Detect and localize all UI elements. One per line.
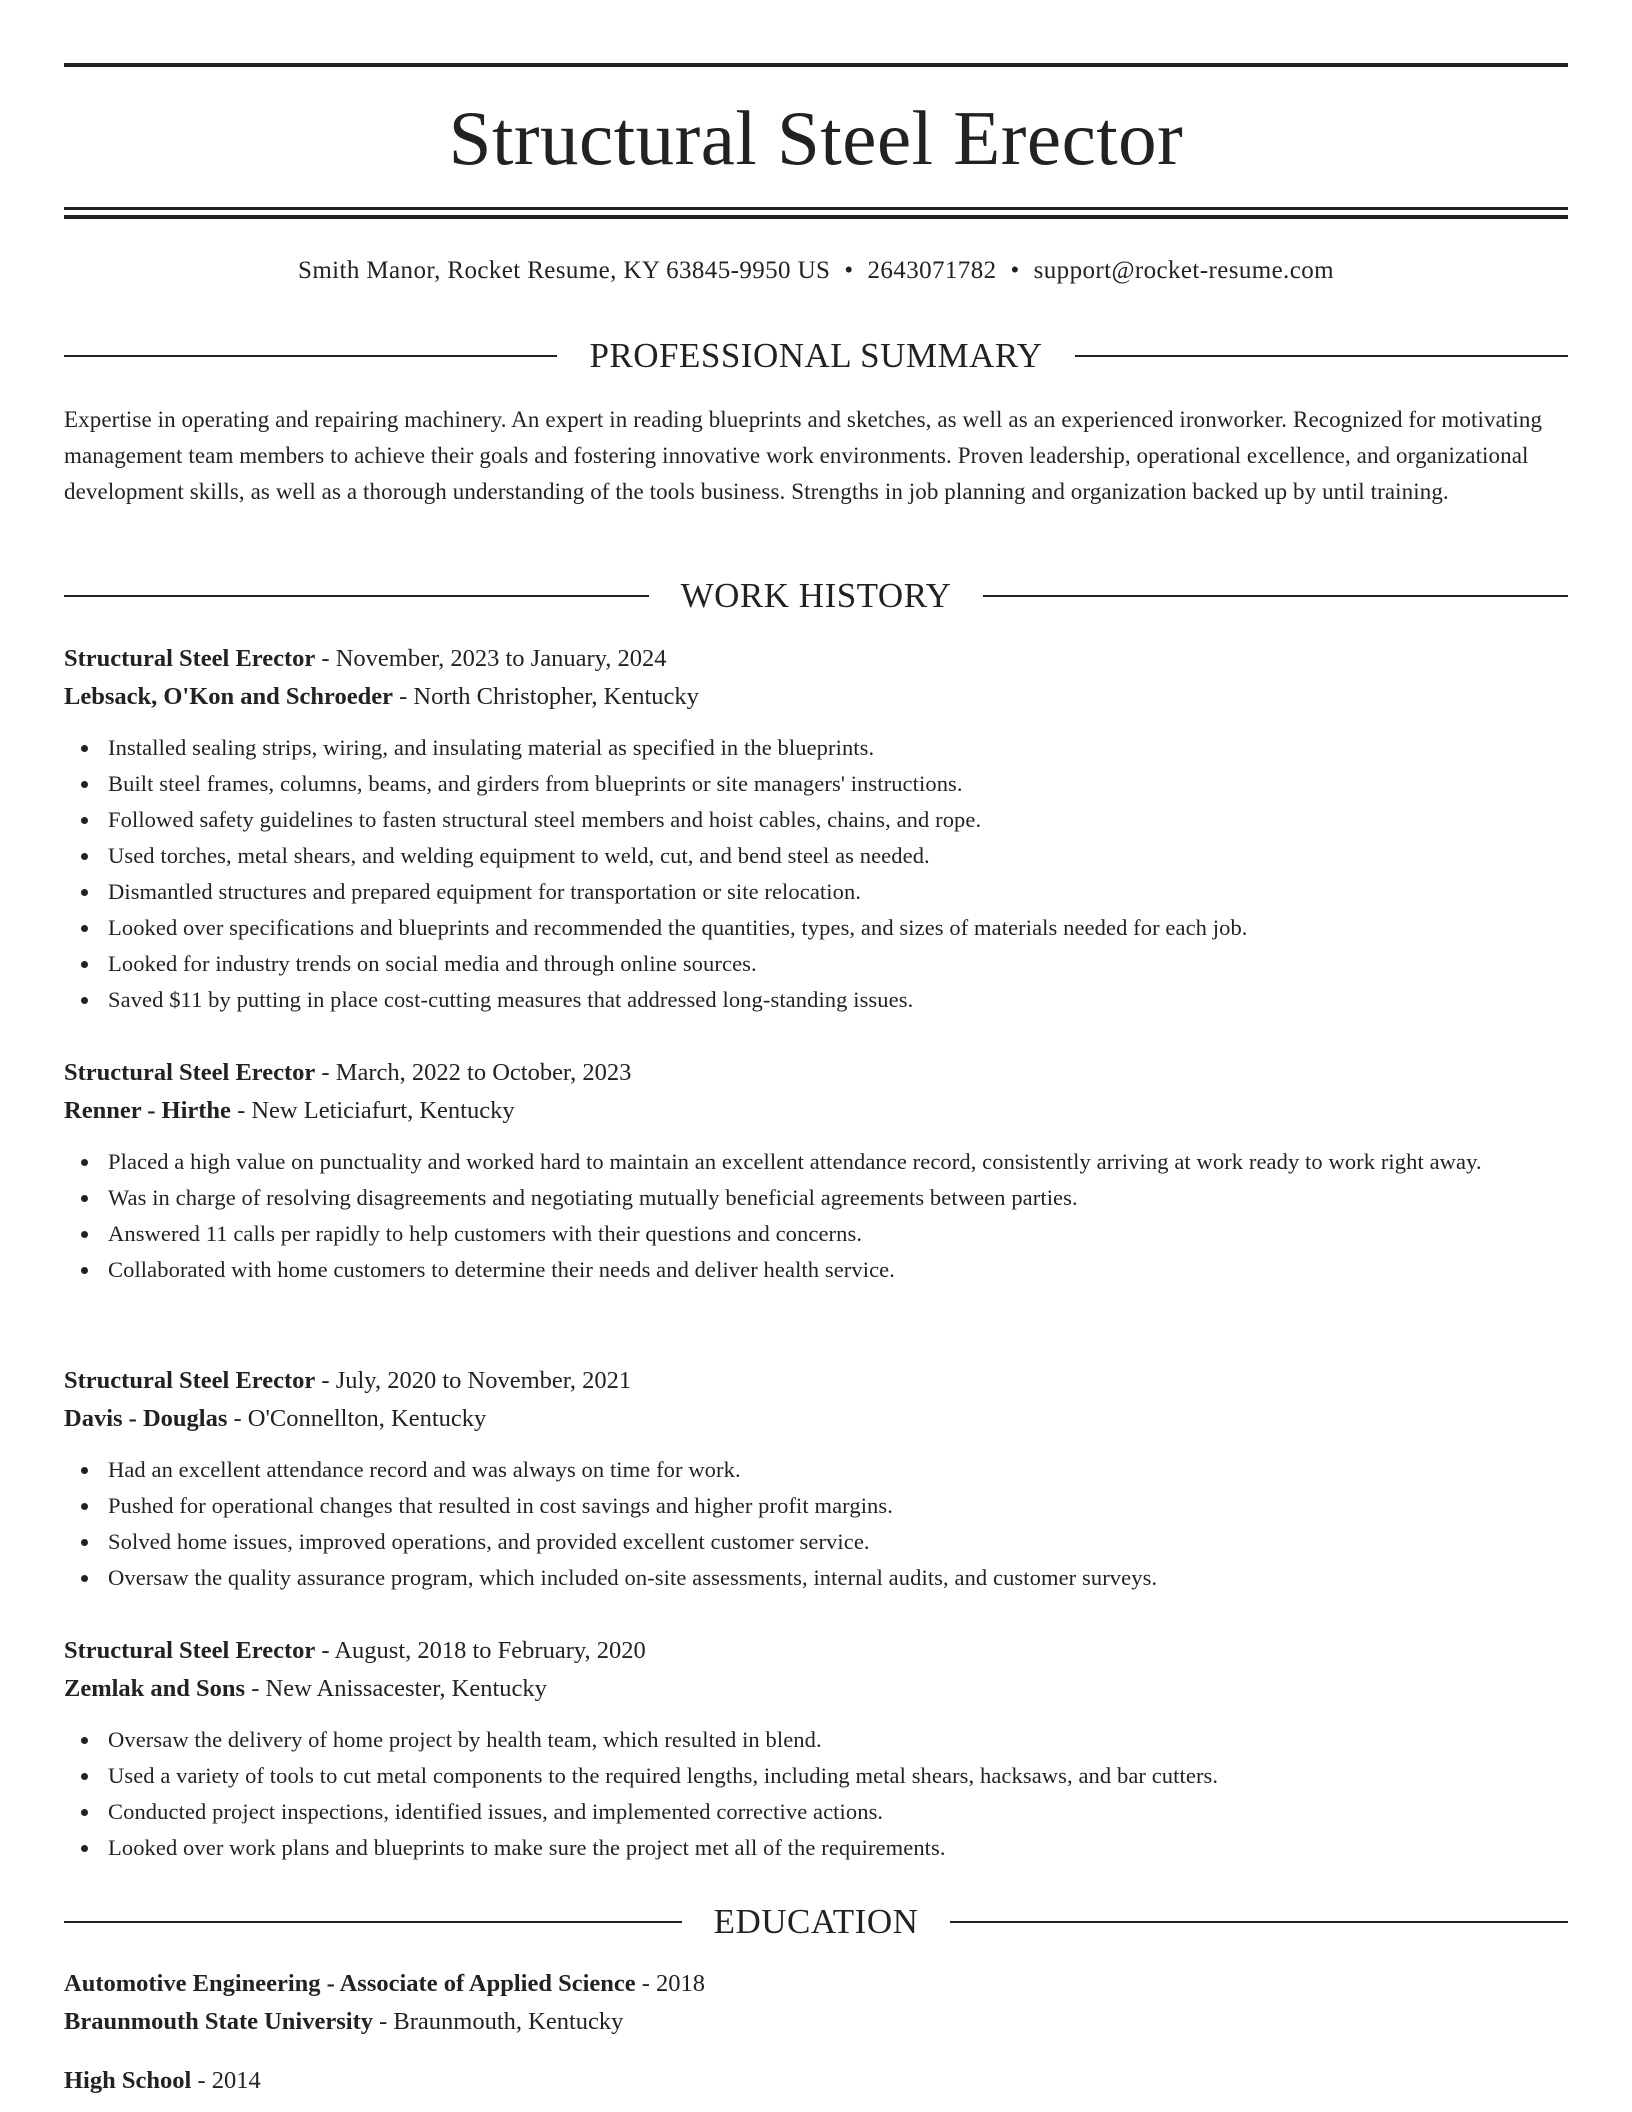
education-heading-label: EDUCATION <box>713 1902 919 1941</box>
education-year: - 2018 <box>635 1970 706 1997</box>
job-bullet: Placed a high value on punctuality and worked hard to maintain an excellent attendance record, consistently arriving at work ready to work right away. <box>64 1144 1568 1180</box>
job-title: Structural Steel Erector <box>64 645 316 672</box>
work-history-heading <box>64 574 1568 618</box>
job-entry <box>64 1632 1568 1866</box>
header-double-rule-lower <box>64 215 1568 219</box>
education-entry <box>64 1965 1568 2041</box>
job-company: Renner - Hirthe <box>64 1097 231 1124</box>
job-bullets <box>64 1722 1568 1866</box>
contact-line <box>64 254 1568 288</box>
job-bullet: Conducted project inspections, identified issues, and implemented corrective actions. <box>64 1794 1568 1830</box>
job-title-line <box>64 1362 1568 1400</box>
job-bullet: Pushed for operational changes that resulted in cost savings and higher profit margins. <box>64 1488 1568 1524</box>
job-bullets <box>64 730 1568 1018</box>
job-location: - North Christopher, Kentucky <box>392 683 699 710</box>
summary-heading <box>64 334 1568 378</box>
contact-phone: 2643071782 <box>867 257 997 284</box>
contact-email: support@rocket-resume.com <box>1033 257 1334 284</box>
job-bullet: Followed safety guidelines to fasten structural steel members and hoist cables, chains, and rope. <box>64 802 1568 838</box>
education-degree: High School <box>64 2067 192 2094</box>
job-location: - New Anissacester, Kentucky <box>245 1675 547 1702</box>
job-location: - New Leticiafurt, Kentucky <box>230 1097 515 1124</box>
job-bullet: Used a variety of tools to cut metal components to the required lengths, including metal shears, hacksaws, and bar cutters. <box>64 1758 1568 1794</box>
work-history-heading-label: WORK HISTORY <box>680 576 952 615</box>
job-dates: - July, 2020 to November, 2021 <box>315 1367 632 1394</box>
summary-text: Expertise in operating and repairing machinery. An expert in reading blueprints and sketches, as well as an experienced ironworker. Recognized for motivating management team members to achieve their goals and fostering innovative work environments. Proven leadership, operational excellence, and organizational development skills, as well as a thorough understanding of the tools business. Strengths in job planning and organization backed up by until training. <box>64 407 1543 504</box>
job-bullet: Saved $11 by putting in place cost-cutting measures that addressed long-standing issues. <box>64 982 1568 1018</box>
education-degree-line <box>64 1965 1568 2003</box>
job-dates: - November, 2023 to January, 2024 <box>315 645 667 672</box>
education-degree: Automotive Engineering - Associate of Applied Science <box>64 1970 636 1997</box>
header-top-rule <box>64 63 1568 67</box>
job-title: Structural Steel Erector <box>64 1059 316 1086</box>
job-dates: - March, 2022 to October, 2023 <box>315 1059 632 1086</box>
education-degree-line <box>64 2062 1568 2100</box>
job-company: Zemlak and Sons <box>64 1675 246 1702</box>
job-entry <box>64 1362 1568 1596</box>
job-bullet: Looked for industry trends on social media and through online sources. <box>64 946 1568 982</box>
resume-name: Structural Steel Erector <box>448 95 1184 181</box>
education-entry <box>64 2062 1568 2100</box>
heading-rule-right <box>1075 355 1568 357</box>
job-bullet: Was in charge of resolving disagreements and negotiating mutually beneficial agreements between parties. <box>64 1180 1568 1216</box>
heading-rule-left <box>64 595 649 597</box>
education-school: Braunmouth State University <box>64 2008 373 2035</box>
heading-rule-left <box>64 1921 682 1923</box>
header-double-rule-upper <box>64 207 1568 210</box>
job-bullet: Installed sealing strips, wiring, and insulating material as specified in the blueprints. <box>64 730 1568 766</box>
heading-rule-right <box>950 1921 1568 1923</box>
job-title-line <box>64 1632 1568 1670</box>
contact-separator: • <box>844 257 854 284</box>
job-bullet: Looked over specifications and blueprints and recommended the quantities, types, and sizes of materials needed for each job. <box>64 910 1568 946</box>
job-bullet: Answered 11 calls per rapidly to help customers with their questions and concerns. <box>64 1216 1568 1252</box>
job-company-line <box>64 1400 1568 1438</box>
job-company: Davis - Douglas <box>64 1405 228 1432</box>
job-title-line <box>64 1054 1568 1092</box>
job-company-line <box>64 1670 1568 1708</box>
job-company-line <box>64 1092 1568 1130</box>
education-year: - 2014 <box>191 2067 261 2094</box>
job-company-line <box>64 678 1568 716</box>
job-bullet: Had an excellent attendance record and was always on time for work. <box>64 1452 1568 1488</box>
job-location: - O'Connellton, Kentucky <box>227 1405 487 1432</box>
job-bullet: Built steel frames, columns, beams, and girders from blueprints or site managers' instructions. <box>64 766 1568 802</box>
job-title-line <box>64 640 1568 678</box>
contact-address: Smith Manor, Rocket Resume, KY 63845-9950 US <box>298 257 831 284</box>
job-bullet: Oversaw the quality assurance program, which included on-site assessments, internal audits, and customer surveys. <box>64 1560 1568 1596</box>
contact-separator: • <box>1010 257 1020 284</box>
job-bullets <box>64 1144 1568 1288</box>
education-heading <box>64 1900 1568 1944</box>
job-bullet: Oversaw the delivery of home project by health team, which resulted in blend. <box>64 1722 1568 1758</box>
summary-heading-label: PROFESSIONAL SUMMARY <box>589 336 1043 375</box>
job-bullet: Looked over work plans and blueprints to make sure the project met all of the requirements. <box>64 1830 1568 1866</box>
job-bullets <box>64 1452 1568 1596</box>
job-title: Structural Steel Erector <box>64 1637 316 1664</box>
heading-rule-right <box>983 595 1568 597</box>
education-location: - Braunmouth, Kentucky <box>372 2008 624 2035</box>
job-bullet: Collaborated with home customers to determine their needs and deliver health service. <box>64 1252 1568 1288</box>
job-title: Structural Steel Erector <box>64 1367 316 1394</box>
education-school-line <box>64 2003 1568 2041</box>
heading-rule-left <box>64 355 557 357</box>
job-company: Lebsack, O'Kon and Schroeder <box>64 683 393 710</box>
job-bullet: Used torches, metal shears, and welding equipment to weld, cut, and bend steel as needed. <box>64 838 1568 874</box>
job-entry <box>64 1054 1568 1288</box>
job-entry <box>64 640 1568 1018</box>
job-dates: - August, 2018 to February, 2020 <box>315 1637 646 1664</box>
job-bullet: Dismantled structures and prepared equipment for transportation or site relocation. <box>64 874 1568 910</box>
job-bullet: Solved home issues, improved operations, and provided excellent customer service. <box>64 1524 1568 1560</box>
